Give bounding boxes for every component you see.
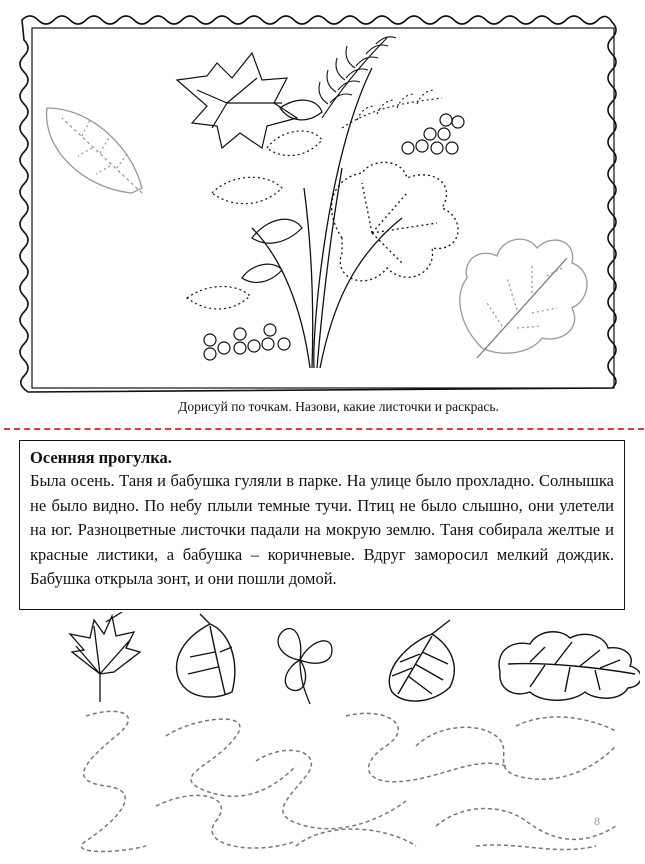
bouquet-stems xyxy=(252,68,402,368)
faded-oak-leaf-icon xyxy=(460,239,587,358)
berry-cluster-right xyxy=(402,114,464,154)
cut-line-divider xyxy=(4,428,644,430)
bouquet-maple-leaf-icon xyxy=(177,53,297,148)
tracing-lines xyxy=(56,706,636,858)
bouquet-chestnut-leaf-icon xyxy=(332,162,458,281)
illustration-frame xyxy=(12,8,622,398)
instruction-caption: Дорисуй по точкам. Назови, какие листочки и раскрась. xyxy=(178,399,499,414)
story-text: Была осень. Таня и бабушка гуляли в парке. На улице было прохладно. Солнышка не было видно. По небу плыли темные тучи. Птиц не было слышно, они улетели на юг. Разноцветные листочки падали на мокрую землю. Таня собирала желтые и красные листики, а бабушка – коричневые. Вдруг заморосил мелкий дождик. Бабушка открыла зонт, и они пошли домой. xyxy=(30,471,614,588)
story-title: Осенняя прогулка. xyxy=(30,448,172,467)
maple-leaf-icon xyxy=(70,612,140,702)
birch-leaf-icon xyxy=(389,620,454,701)
story-box xyxy=(19,440,625,610)
clover-leaf-icon xyxy=(278,628,332,704)
oak-leaf-icon xyxy=(499,632,640,701)
faded-birch-leaf-icon xyxy=(47,108,142,193)
bouquet-rowan-branch xyxy=(319,37,442,128)
berry-cluster-left xyxy=(204,324,290,360)
linden-leaf-icon xyxy=(177,614,235,697)
page-number: 8 xyxy=(594,814,600,828)
bouquet-small-leaves xyxy=(187,100,322,309)
leaf-row xyxy=(60,612,640,710)
